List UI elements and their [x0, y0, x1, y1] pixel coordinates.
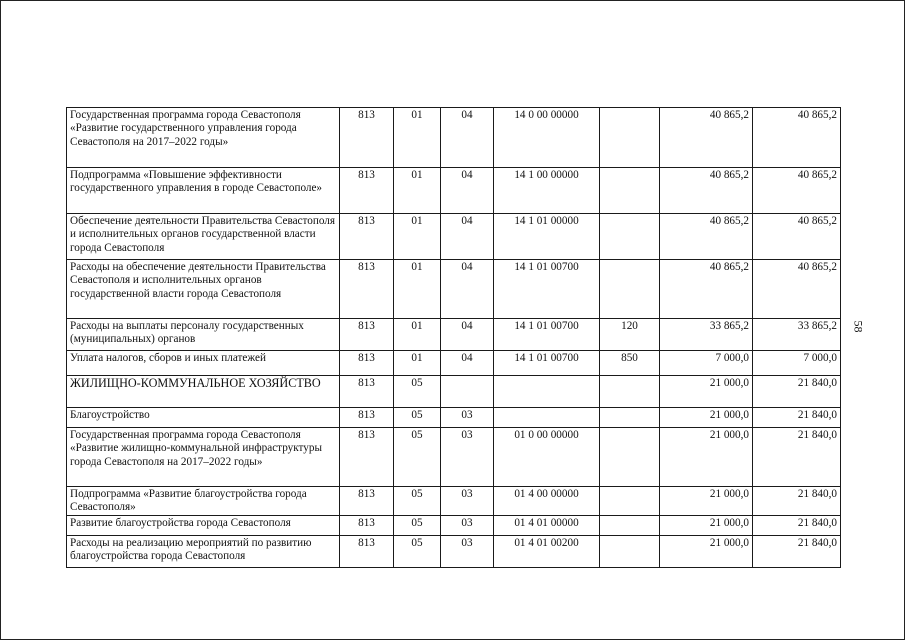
section-code: 05 — [394, 408, 441, 428]
section-code: 01 — [394, 260, 441, 319]
section-code: 05 — [394, 536, 441, 568]
target-article: 14 1 01 00700 — [494, 351, 600, 376]
subsection-code: 03 — [441, 536, 494, 568]
ministry-code: 813 — [340, 376, 394, 408]
amount-2: 33 865,2 — [753, 319, 841, 351]
expense-type — [600, 168, 660, 214]
amount-2: 40 865,2 — [753, 260, 841, 319]
expense-type — [600, 516, 660, 536]
target-article: 14 1 01 00700 — [494, 319, 600, 351]
amount-2: 40 865,2 — [753, 214, 841, 260]
table-row — [67, 376, 841, 408]
target-article — [494, 408, 600, 428]
expense-type: 120 — [600, 319, 660, 351]
amount-1: 40 865,2 — [660, 168, 753, 214]
row-name: Расходы на выплаты персоналу государственных (муниципальных) органов — [67, 319, 340, 351]
expense-type — [600, 376, 660, 408]
expense-type — [600, 408, 660, 428]
amount-2: 21 840,0 — [753, 408, 841, 428]
amount-1: 40 865,2 — [660, 214, 753, 260]
target-article: 14 1 01 00700 — [494, 260, 600, 319]
target-article: 14 1 01 00000 — [494, 214, 600, 260]
amount-1: 21 000,0 — [660, 536, 753, 568]
section-heading: ЖИЛИЩНО-КОММУНАЛЬНОЕ ХОЗЯЙСТВО — [67, 376, 340, 408]
amount-1: 40 865,2 — [660, 108, 753, 168]
amount-1: 21 000,0 — [660, 487, 753, 516]
row-name: Государственная программа города Севастополя «Развитие жилищно-коммунальной инфраструктуры города Севастополя на 2017–2022 годы» — [67, 428, 340, 487]
row-name: Государственная программа города Севастополя «Развитие государственного управления города Севастополя на 2017–2022 годы» — [67, 108, 340, 168]
row-name: Расходы на реализацию мероприятий по развитию благоустройства города Севастополя — [67, 536, 340, 568]
target-article — [494, 376, 600, 408]
expense-type: 850 — [600, 351, 660, 376]
page-number: 58 — [851, 320, 866, 333]
amount-2: 21 840,0 — [753, 428, 841, 487]
ministry-code: 813 — [340, 428, 394, 487]
amount-2: 21 840,0 — [753, 487, 841, 516]
target-article: 01 4 01 00000 — [494, 516, 600, 536]
amount-1: 33 865,2 — [660, 319, 753, 351]
row-name: Обеспечение деятельности Правительства Севастополя и исполнительных органов государственной власти города Севастополя — [67, 214, 340, 260]
target-article: 01 4 00 00000 — [494, 487, 600, 516]
table-row — [67, 487, 841, 516]
expense-type — [600, 536, 660, 568]
ministry-code: 813 — [340, 487, 394, 516]
subsection-code: 03 — [441, 428, 494, 487]
subsection-code: 03 — [441, 487, 494, 516]
table-row — [67, 260, 841, 319]
table-row — [67, 536, 841, 568]
subsection-code: 04 — [441, 108, 494, 168]
table-row — [67, 516, 841, 536]
table-row — [67, 319, 841, 351]
ministry-code: 813 — [340, 516, 394, 536]
table-row — [67, 351, 841, 376]
expense-type — [600, 108, 660, 168]
section-code: 05 — [394, 428, 441, 487]
ministry-code: 813 — [340, 168, 394, 214]
section-code: 05 — [394, 376, 441, 408]
row-name: Уплата налогов, сборов и иных платежей — [67, 351, 340, 376]
row-name: Благоустройство — [67, 408, 340, 428]
section-code: 01 — [394, 351, 441, 376]
table-row — [67, 168, 841, 214]
amount-2: 40 865,2 — [753, 108, 841, 168]
budget-table — [66, 107, 841, 568]
section-code: 01 — [394, 108, 441, 168]
amount-1: 21 000,0 — [660, 428, 753, 487]
subsection-code: 04 — [441, 351, 494, 376]
amount-2: 21 840,0 — [753, 376, 841, 408]
target-article: 01 4 01 00200 — [494, 536, 600, 568]
section-code: 01 — [394, 319, 441, 351]
amount-1: 7 000,0 — [660, 351, 753, 376]
section-code: 01 — [394, 214, 441, 260]
row-name: Подпрограмма «Повышение эффективности государственного управления в городе Севастополе» — [67, 168, 340, 214]
expense-type — [600, 428, 660, 487]
amount-2: 7 000,0 — [753, 351, 841, 376]
section-code: 05 — [394, 516, 441, 536]
row-name: Развитие благоустройства города Севастополя — [67, 516, 340, 536]
section-code: 05 — [394, 487, 441, 516]
table-row — [67, 408, 841, 428]
ministry-code: 813 — [340, 351, 394, 376]
ministry-code: 813 — [340, 408, 394, 428]
expense-type — [600, 214, 660, 260]
row-name: Подпрограмма «Развитие благоустройства города Севастополя» — [67, 487, 340, 516]
expense-type — [600, 487, 660, 516]
row-name: Расходы на обеспечение деятельности Правительства Севастополя и исполнительных органов государственной власти города Севастополя — [67, 260, 340, 319]
amount-1: 21 000,0 — [660, 516, 753, 536]
amount-2: 21 840,0 — [753, 536, 841, 568]
ministry-code: 813 — [340, 260, 394, 319]
table-row — [67, 214, 841, 260]
amount-1: 21 000,0 — [660, 408, 753, 428]
ministry-code: 813 — [340, 536, 394, 568]
ministry-code: 813 — [340, 108, 394, 168]
subsection-code: 04 — [441, 319, 494, 351]
target-article: 01 0 00 00000 — [494, 428, 600, 487]
amount-1: 21 000,0 — [660, 376, 753, 408]
ministry-code: 813 — [340, 319, 394, 351]
subsection-code: 03 — [441, 408, 494, 428]
amount-2: 21 840,0 — [753, 516, 841, 536]
target-article: 14 1 00 00000 — [494, 168, 600, 214]
amount-1: 40 865,2 — [660, 260, 753, 319]
section-code: 01 — [394, 168, 441, 214]
table-row — [67, 428, 841, 487]
table-row — [67, 108, 841, 168]
subsection-code: 04 — [441, 168, 494, 214]
subsection-code: 04 — [441, 260, 494, 319]
subsection-code: 03 — [441, 516, 494, 536]
subsection-code — [441, 376, 494, 408]
expense-type — [600, 260, 660, 319]
target-article: 14 0 00 00000 — [494, 108, 600, 168]
amount-2: 40 865,2 — [753, 168, 841, 214]
subsection-code: 04 — [441, 214, 494, 260]
ministry-code: 813 — [340, 214, 394, 260]
